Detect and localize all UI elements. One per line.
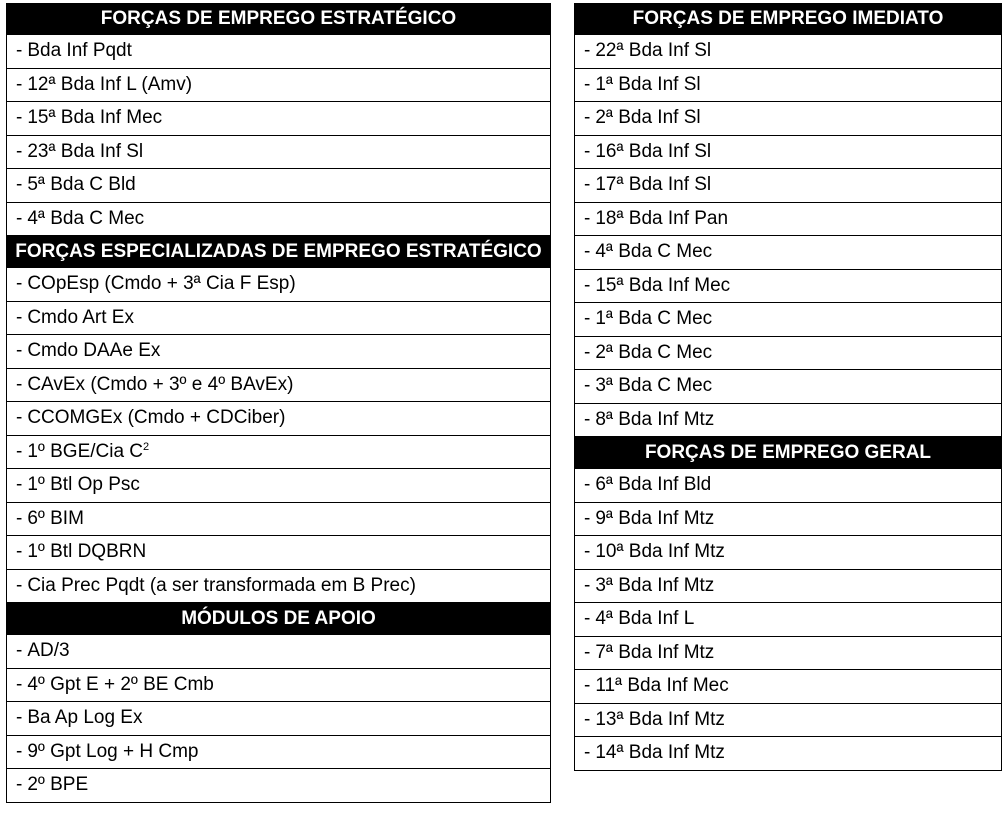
unit-name: 1ª Bda C Mec (595, 308, 713, 329)
table-row (7, 302, 550, 336)
bullet-dash: - (16, 440, 23, 462)
unit-name: 4ª Bda C Mec (595, 241, 713, 262)
unit-name: 14ª Bda Inf Mtz (595, 742, 725, 763)
bullet-dash: - (584, 675, 591, 696)
table-row (7, 35, 550, 69)
section-header-forcas-especializadas: FORÇAS ESPECIALIZADAS DE EMPREGO ESTRATÉGICO (7, 236, 550, 268)
bullet-dash: - (584, 641, 591, 663)
bullet-dash: - (16, 673, 23, 695)
bullet-dash: - (584, 474, 591, 495)
unit-name: 22ª Bda Inf Sl (595, 40, 712, 61)
unit-name: COpEsp (Cmdo + 3ª Cia F Esp) (27, 273, 296, 294)
bullet-dash: - (584, 140, 591, 162)
bullet-dash: - (584, 73, 591, 95)
table-row (7, 335, 550, 369)
table-row (7, 203, 550, 237)
table-row (575, 469, 1001, 503)
bullet-dash: - (584, 341, 591, 363)
bullet-dash: - (16, 107, 23, 128)
bullet-dash: - (16, 574, 23, 596)
table-row (575, 69, 1001, 103)
section-header-modulos-de-apoio: MÓDULOS DE APOIO (7, 603, 550, 635)
table-row (575, 370, 1001, 404)
table-row (7, 436, 550, 470)
bullet-dash: - (584, 174, 591, 195)
unit-name: 1º Btl Op Psc (27, 474, 140, 495)
unit-name: 4ª Bda Inf L (595, 608, 695, 629)
bullet-dash: - (16, 740, 23, 762)
bullet-dash: - (16, 140, 23, 162)
bullet-dash: - (584, 375, 591, 396)
unit-name: 2º BPE (27, 774, 89, 795)
unit-name: 13ª Bda Inf Mtz (595, 708, 725, 730)
section-header-forcas-emprego-estrategico: FORÇAS DE EMPREGO ESTRATÉGICO (7, 3, 550, 35)
table-row (575, 670, 1001, 704)
table-row (7, 102, 550, 136)
bullet-dash: - (16, 507, 23, 529)
unit-name: 4ª Bda C Mec (27, 207, 145, 229)
unit-name: 4º Gpt E + 2º BE Cmb (27, 673, 214, 695)
unit-name: 2ª Bda Inf Sl (595, 107, 701, 128)
unit-name: 6º BIM (27, 507, 84, 529)
bullet-dash: - (16, 40, 23, 61)
table-row (575, 203, 1001, 237)
bullet-dash: - (584, 574, 591, 596)
unit-name: 18ª Bda Inf Pan (595, 207, 729, 229)
table-row (575, 136, 1001, 170)
table-row (7, 69, 550, 103)
bullet-dash: - (584, 608, 591, 629)
unit-name: 10ª Bda Inf Mtz (595, 541, 725, 562)
unit-name: 16ª Bda Inf Sl (595, 140, 712, 162)
bullet-dash: - (16, 340, 23, 361)
unit-name: 15ª Bda Inf Mec (27, 107, 163, 128)
bullet-dash: - (16, 174, 23, 195)
table-row (7, 503, 550, 537)
bullet-dash: - (584, 742, 591, 763)
section-header-forcas-emprego-imediato: FORÇAS DE EMPREGO IMEDIATO (575, 3, 1001, 35)
table-row (7, 268, 550, 302)
table-row (575, 303, 1001, 337)
table-row (575, 270, 1001, 304)
table-row (575, 603, 1001, 637)
table-row (7, 669, 550, 703)
left-column-table (6, 3, 551, 803)
bullet-dash: - (584, 408, 591, 430)
unit-name: 15ª Bda Inf Mec (595, 274, 731, 296)
bullet-dash: - (584, 207, 591, 229)
unit-name: Ba Ap Log Ex (27, 707, 143, 728)
table-row (575, 404, 1001, 438)
table-row (575, 35, 1001, 69)
unit-name: Cia Prec Pqdt (a ser transformada em B Prec) (27, 574, 416, 596)
table-row (7, 635, 550, 669)
bullet-dash: - (16, 474, 23, 495)
bullet-dash: - (16, 640, 23, 661)
table-row (575, 704, 1001, 738)
bullet-dash: - (584, 308, 591, 329)
unit-name: 2ª Bda C Mec (595, 341, 713, 363)
unit-name: CCOMGEx (Cmdo + CDCiber) (27, 407, 286, 428)
bullet-dash: - (584, 274, 591, 296)
bullet-dash: - (584, 107, 591, 128)
bullet-dash: - (16, 707, 23, 728)
unit-name: 1º BGE/Cia C (27, 440, 144, 462)
unit-name: Cmdo Art Ex (27, 306, 134, 328)
unit-name: Cmdo DAAe Ex (27, 340, 161, 361)
bullet-dash: - (16, 774, 23, 795)
table-row (7, 702, 550, 736)
unit-name: 7ª Bda Inf Mtz (595, 641, 715, 663)
unit-name: Bda Inf Pqdt (27, 40, 132, 61)
table-row (575, 637, 1001, 671)
bullet-dash: - (16, 207, 23, 229)
bullet-dash: - (584, 507, 591, 529)
table-row (7, 736, 550, 770)
bullet-dash: - (584, 708, 591, 730)
bullet-dash: - (584, 241, 591, 262)
table-row (575, 102, 1001, 136)
unit-name: 12ª Bda Inf L (Amv) (27, 73, 193, 95)
table-row (575, 337, 1001, 371)
table-row (7, 769, 550, 803)
table-row (7, 536, 550, 570)
unit-name: 3ª Bda Inf Mtz (595, 574, 715, 596)
bullet-dash: - (16, 541, 23, 562)
bullet-dash: - (16, 273, 23, 294)
table-row (7, 169, 550, 203)
bullet-dash: - (584, 541, 591, 562)
table-row (7, 369, 550, 403)
table-row (575, 737, 1001, 771)
unit-name: 9º Gpt Log + H Cmp (27, 740, 199, 762)
unit-name: 5ª Bda C Bld (27, 174, 136, 195)
unit-name: 1º Btl DQBRN (27, 541, 147, 562)
unit-name: CAvEx (Cmdo + 3º e 4º BAvEx) (27, 373, 294, 395)
unit-name: 23ª Bda Inf Sl (27, 140, 144, 162)
table-row (7, 469, 550, 503)
table-row (575, 503, 1001, 537)
table-row (575, 236, 1001, 270)
table-row (575, 536, 1001, 570)
unit-name: 1ª Bda Inf Sl (595, 73, 701, 95)
bullet-dash: - (16, 373, 23, 395)
unit-name: 9ª Bda Inf Mtz (595, 507, 715, 529)
table-row (7, 136, 550, 170)
unit-name: 8ª Bda Inf Mtz (595, 408, 715, 430)
unit-name: AD/3 (27, 640, 70, 661)
unit-name: 11ª Bda Inf Mec (595, 675, 729, 696)
table-row (7, 570, 550, 604)
unit-name: 3ª Bda C Mec (595, 375, 713, 396)
superscript: 2 (143, 440, 150, 453)
bullet-dash: - (16, 73, 23, 95)
unit-name: 17ª Bda Inf Sl (595, 174, 712, 195)
section-header-forcas-emprego-geral: FORÇAS DE EMPREGO GERAL (575, 437, 1001, 469)
table-row (7, 402, 550, 436)
bullet-dash: - (16, 306, 23, 328)
bullet-dash: - (584, 40, 591, 61)
table-row (575, 169, 1001, 203)
bullet-dash: - (16, 407, 23, 428)
unit-name: 6ª Bda Inf Bld (595, 474, 712, 495)
right-column-table (574, 3, 1002, 771)
table-row (575, 570, 1001, 604)
